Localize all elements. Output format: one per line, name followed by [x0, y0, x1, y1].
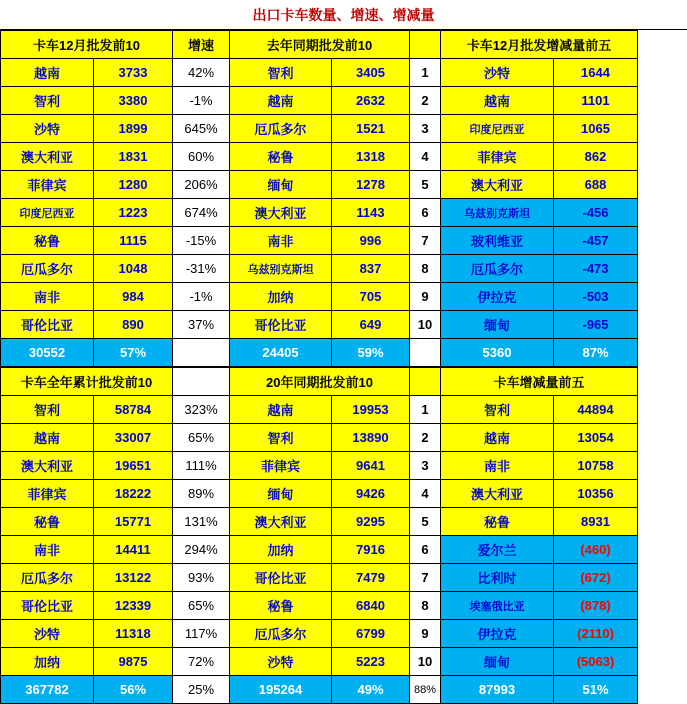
- dec-top10-value: 3733: [94, 59, 173, 87]
- table-row: [1, 199, 638, 227]
- year-change-name: 南非: [441, 452, 554, 480]
- year-change-value: (878): [554, 592, 638, 620]
- table-row: [1, 115, 638, 143]
- y20-value: 5223: [332, 648, 410, 676]
- year-cum-value: 13122: [94, 564, 173, 592]
- rank-cell: 3: [410, 452, 441, 480]
- dec-change-name: 印度尼西亚: [441, 115, 554, 143]
- table-row: [1, 227, 638, 255]
- last-year-name: 哥伦比亚: [230, 311, 332, 339]
- year-change-name: 秘鲁: [441, 508, 554, 536]
- table-row: [1, 59, 638, 87]
- y20-value: 6840: [332, 592, 410, 620]
- year-cum-growth: 65%: [173, 592, 230, 620]
- totals-row: [1, 339, 638, 367]
- dec-top10-value: 1280: [94, 171, 173, 199]
- last-year-value: 2632: [332, 87, 410, 115]
- year-cum-growth: 294%: [173, 536, 230, 564]
- dec-change-value: -457: [554, 227, 638, 255]
- rank-cell: 1: [410, 396, 441, 424]
- table-row: [1, 564, 638, 592]
- dec-top10-value: 1115: [94, 227, 173, 255]
- dec-change-value: 1065: [554, 115, 638, 143]
- dec-change-value: -456: [554, 199, 638, 227]
- year-change-value: (460): [554, 536, 638, 564]
- dec-change-name: 伊拉克: [441, 283, 554, 311]
- y20-name: 沙特: [230, 648, 332, 676]
- dec-change-name: 缅甸: [441, 311, 554, 339]
- last-year-name: 南非: [230, 227, 332, 255]
- year-cum-name: 厄瓜多尔: [1, 564, 94, 592]
- table-row: [1, 480, 638, 508]
- y20-extra-growth: 88%: [410, 676, 441, 704]
- y20-value: 7916: [332, 536, 410, 564]
- dec-top10-value: 890: [94, 311, 173, 339]
- table-row: [1, 171, 638, 199]
- dec-top10-growth: 674%: [173, 199, 230, 227]
- year-change-name: 缅甸: [441, 648, 554, 676]
- y20-name: 缅甸: [230, 480, 332, 508]
- dec-top10-growth: 206%: [173, 171, 230, 199]
- year-cum-value: 18222: [94, 480, 173, 508]
- dec-top10-growth: -15%: [173, 227, 230, 255]
- last-year-name: 缅甸: [230, 171, 332, 199]
- year-cum-growth: 65%: [173, 424, 230, 452]
- dec-top10-value: 1223: [94, 199, 173, 227]
- dec-change-total-value: 5360: [441, 339, 554, 367]
- dec-change-name: 厄瓜多尔: [441, 255, 554, 283]
- year-cum-growth: 111%: [173, 452, 230, 480]
- dec-top10-name: 沙特: [1, 115, 94, 143]
- y20-name: 加纳: [230, 536, 332, 564]
- last-year-total-growth: 59%: [332, 339, 410, 367]
- dec-top10-growth: 42%: [173, 59, 230, 87]
- y20-name: 菲律宾: [230, 452, 332, 480]
- rank-cell: 4: [410, 143, 441, 171]
- last-year-name: 秘鲁: [230, 143, 332, 171]
- last-year-value: 1143: [332, 199, 410, 227]
- dec-top10-total-value: 30552: [1, 339, 94, 367]
- last-year-name: 智利: [230, 59, 332, 87]
- year-cum-name: 越南: [1, 424, 94, 452]
- y20-name: 智利: [230, 424, 332, 452]
- rank-cell: 7: [410, 564, 441, 592]
- rank-cell: 9: [410, 620, 441, 648]
- year-cum-value: 14411: [94, 536, 173, 564]
- dec-top10-value: 1899: [94, 115, 173, 143]
- last-year-value: 705: [332, 283, 410, 311]
- year-change-name: 爱尔兰: [441, 536, 554, 564]
- y20-value: 9426: [332, 480, 410, 508]
- dec-change-name: 沙特: [441, 59, 554, 87]
- dec-change-value: 1101: [554, 87, 638, 115]
- dec-top10-total-growth: 57%: [94, 339, 173, 367]
- table-row: [1, 648, 638, 676]
- dec-top10-name: 秘鲁: [1, 227, 94, 255]
- table-row: [1, 143, 638, 171]
- last-year-name: 澳大利亚: [230, 199, 332, 227]
- table-row: [1, 452, 638, 480]
- rank-cell: 2: [410, 87, 441, 115]
- year-cum-value: 9875: [94, 648, 173, 676]
- y20-name: 哥伦比亚: [230, 564, 332, 592]
- dec-top10-growth: 60%: [173, 143, 230, 171]
- rank-cell: 8: [410, 592, 441, 620]
- year-cum-name: 菲律宾: [1, 480, 94, 508]
- header-y20-same: 20年同期批发前10: [230, 368, 410, 396]
- totals-spacer: [173, 339, 230, 367]
- y20-name: 秘鲁: [230, 592, 332, 620]
- header-year-change-top5: 卡车增减量前五: [441, 368, 638, 396]
- dec-change-value: 688: [554, 171, 638, 199]
- year-cum-name: 澳大利亚: [1, 452, 94, 480]
- year-change-value: 44894: [554, 396, 638, 424]
- dec-change-value: -503: [554, 283, 638, 311]
- year-cum-name: 南非: [1, 536, 94, 564]
- last-year-total-value: 24405: [230, 339, 332, 367]
- year-cum-name: 哥伦比亚: [1, 592, 94, 620]
- dec-top10-name: 澳大利亚: [1, 143, 94, 171]
- last-year-name: 厄瓜多尔: [230, 115, 332, 143]
- last-year-name: 乌兹别克斯坦: [230, 255, 332, 283]
- dec-top10-name: 越南: [1, 59, 94, 87]
- last-year-value: 1278: [332, 171, 410, 199]
- y20-value: 9641: [332, 452, 410, 480]
- year-cum-value: 15771: [94, 508, 173, 536]
- year-cum-growth: 89%: [173, 480, 230, 508]
- rank-cell: 5: [410, 508, 441, 536]
- last-year-value: 1521: [332, 115, 410, 143]
- dec-change-total-growth: 87%: [554, 339, 638, 367]
- y20-value: 19953: [332, 396, 410, 424]
- rank-cell: 6: [410, 199, 441, 227]
- year-cum-value: 33007: [94, 424, 173, 452]
- dec-change-name: 玻利维亚: [441, 227, 554, 255]
- dec-top10-growth: 37%: [173, 311, 230, 339]
- dec-top10-growth: -1%: [173, 283, 230, 311]
- header-year-cum-top10: 卡车全年累计批发前10: [1, 368, 173, 396]
- table-row: [1, 620, 638, 648]
- y20-value: 13890: [332, 424, 410, 452]
- table-header-row: [1, 368, 638, 396]
- year-change-value: 10758: [554, 452, 638, 480]
- rank-cell: 5: [410, 171, 441, 199]
- year-cum-total-growth: 56%: [94, 676, 173, 704]
- rank-cell: 4: [410, 480, 441, 508]
- year-change-value: (672): [554, 564, 638, 592]
- rank-cell: 7: [410, 227, 441, 255]
- last-year-name: 加纳: [230, 283, 332, 311]
- table-row: [1, 311, 638, 339]
- last-year-value: 649: [332, 311, 410, 339]
- year-cum-growth: 323%: [173, 396, 230, 424]
- y20-value: 6799: [332, 620, 410, 648]
- dec-top10-name: 智利: [1, 87, 94, 115]
- year-change-name: 伊拉克: [441, 620, 554, 648]
- dec-top10-value: 1048: [94, 255, 173, 283]
- top-table: [0, 30, 638, 367]
- dec-change-value: 862: [554, 143, 638, 171]
- last-year-value: 3405: [332, 59, 410, 87]
- dec-top10-value: 1831: [94, 143, 173, 171]
- year-cum-growth: 93%: [173, 564, 230, 592]
- rank-cell: 2: [410, 424, 441, 452]
- bottom-table: [0, 367, 638, 704]
- year-cum-value: 19651: [94, 452, 173, 480]
- table-row: [1, 424, 638, 452]
- last-year-name: 越南: [230, 87, 332, 115]
- dec-change-value: -965: [554, 311, 638, 339]
- dec-top10-growth: 645%: [173, 115, 230, 143]
- rank-cell: 10: [410, 311, 441, 339]
- y20-name: 越南: [230, 396, 332, 424]
- table-header-row: [1, 31, 638, 59]
- year-change-value: 13054: [554, 424, 638, 452]
- page-title: 出口卡车数量、增速、增减量: [0, 0, 687, 30]
- rank-cell: 3: [410, 115, 441, 143]
- year-change-value: (5063): [554, 648, 638, 676]
- table-row: [1, 87, 638, 115]
- year-change-value: (2110): [554, 620, 638, 648]
- dec-top10-name: 印度尼西亚: [1, 199, 94, 227]
- table-row: [1, 255, 638, 283]
- year-cum-growth: 72%: [173, 648, 230, 676]
- year-change-name: 越南: [441, 424, 554, 452]
- year-cum-growth: 131%: [173, 508, 230, 536]
- year-cum-extra-growth: 25%: [173, 676, 230, 704]
- table-row: [1, 508, 638, 536]
- year-change-value: 8931: [554, 508, 638, 536]
- year-change-total-value: 87993: [441, 676, 554, 704]
- dec-top10-value: 3380: [94, 87, 173, 115]
- dec-top10-growth: -31%: [173, 255, 230, 283]
- totals-rank-spacer: [410, 339, 441, 367]
- y20-total-growth: 49%: [332, 676, 410, 704]
- year-change-name: 埃塞俄比亚: [441, 592, 554, 620]
- table-row: [1, 536, 638, 564]
- table-row: [1, 396, 638, 424]
- y20-value: 9295: [332, 508, 410, 536]
- header-dec-change-top5: 卡车12月批发增减量前五: [441, 31, 638, 59]
- dec-change-name: 越南: [441, 87, 554, 115]
- header-rank-spacer2: [410, 368, 441, 396]
- last-year-value: 1318: [332, 143, 410, 171]
- last-year-value: 837: [332, 255, 410, 283]
- year-change-value: 10356: [554, 480, 638, 508]
- header-growth: 增速: [173, 31, 230, 59]
- year-cum-name: 沙特: [1, 620, 94, 648]
- dec-top10-name: 菲律宾: [1, 171, 94, 199]
- year-cum-value: 12339: [94, 592, 173, 620]
- header-dec-top10: 卡车12月批发前10: [1, 31, 173, 59]
- y20-value: 7479: [332, 564, 410, 592]
- y20-name: 厄瓜多尔: [230, 620, 332, 648]
- year-cum-name: 加纳: [1, 648, 94, 676]
- year-cum-name: 秘鲁: [1, 508, 94, 536]
- dec-top10-value: 984: [94, 283, 173, 311]
- rank-cell: 10: [410, 648, 441, 676]
- y20-total-value: 195264: [230, 676, 332, 704]
- rank-cell: 9: [410, 283, 441, 311]
- dec-change-value: -473: [554, 255, 638, 283]
- y20-name: 澳大利亚: [230, 508, 332, 536]
- dec-top10-name: 厄瓜多尔: [1, 255, 94, 283]
- table-row: [1, 592, 638, 620]
- year-change-total-growth: 51%: [554, 676, 638, 704]
- dec-change-name: 乌兹别克斯坦: [441, 199, 554, 227]
- rank-cell: 6: [410, 536, 441, 564]
- dec-change-name: 澳大利亚: [441, 171, 554, 199]
- year-cum-value: 58784: [94, 396, 173, 424]
- header-blank: [173, 368, 230, 396]
- dec-change-value: 1644: [554, 59, 638, 87]
- rank-cell: 1: [410, 59, 441, 87]
- table-row: [1, 283, 638, 311]
- rank-cell: 8: [410, 255, 441, 283]
- dec-top10-name: 哥伦比亚: [1, 311, 94, 339]
- header-last-year-same: 去年同期批发前10: [230, 31, 410, 59]
- dec-change-name: 菲律宾: [441, 143, 554, 171]
- dec-top10-name: 南非: [1, 283, 94, 311]
- totals-row: [1, 676, 638, 704]
- year-cum-growth: 117%: [173, 620, 230, 648]
- dec-top10-growth: -1%: [173, 87, 230, 115]
- header-rank-spacer: [410, 31, 441, 59]
- year-cum-name: 智利: [1, 396, 94, 424]
- last-year-value: 996: [332, 227, 410, 255]
- year-change-name: 比利时: [441, 564, 554, 592]
- year-cum-value: 11318: [94, 620, 173, 648]
- year-change-name: 智利: [441, 396, 554, 424]
- year-cum-total-value: 367782: [1, 676, 94, 704]
- year-change-name: 澳大利亚: [441, 480, 554, 508]
